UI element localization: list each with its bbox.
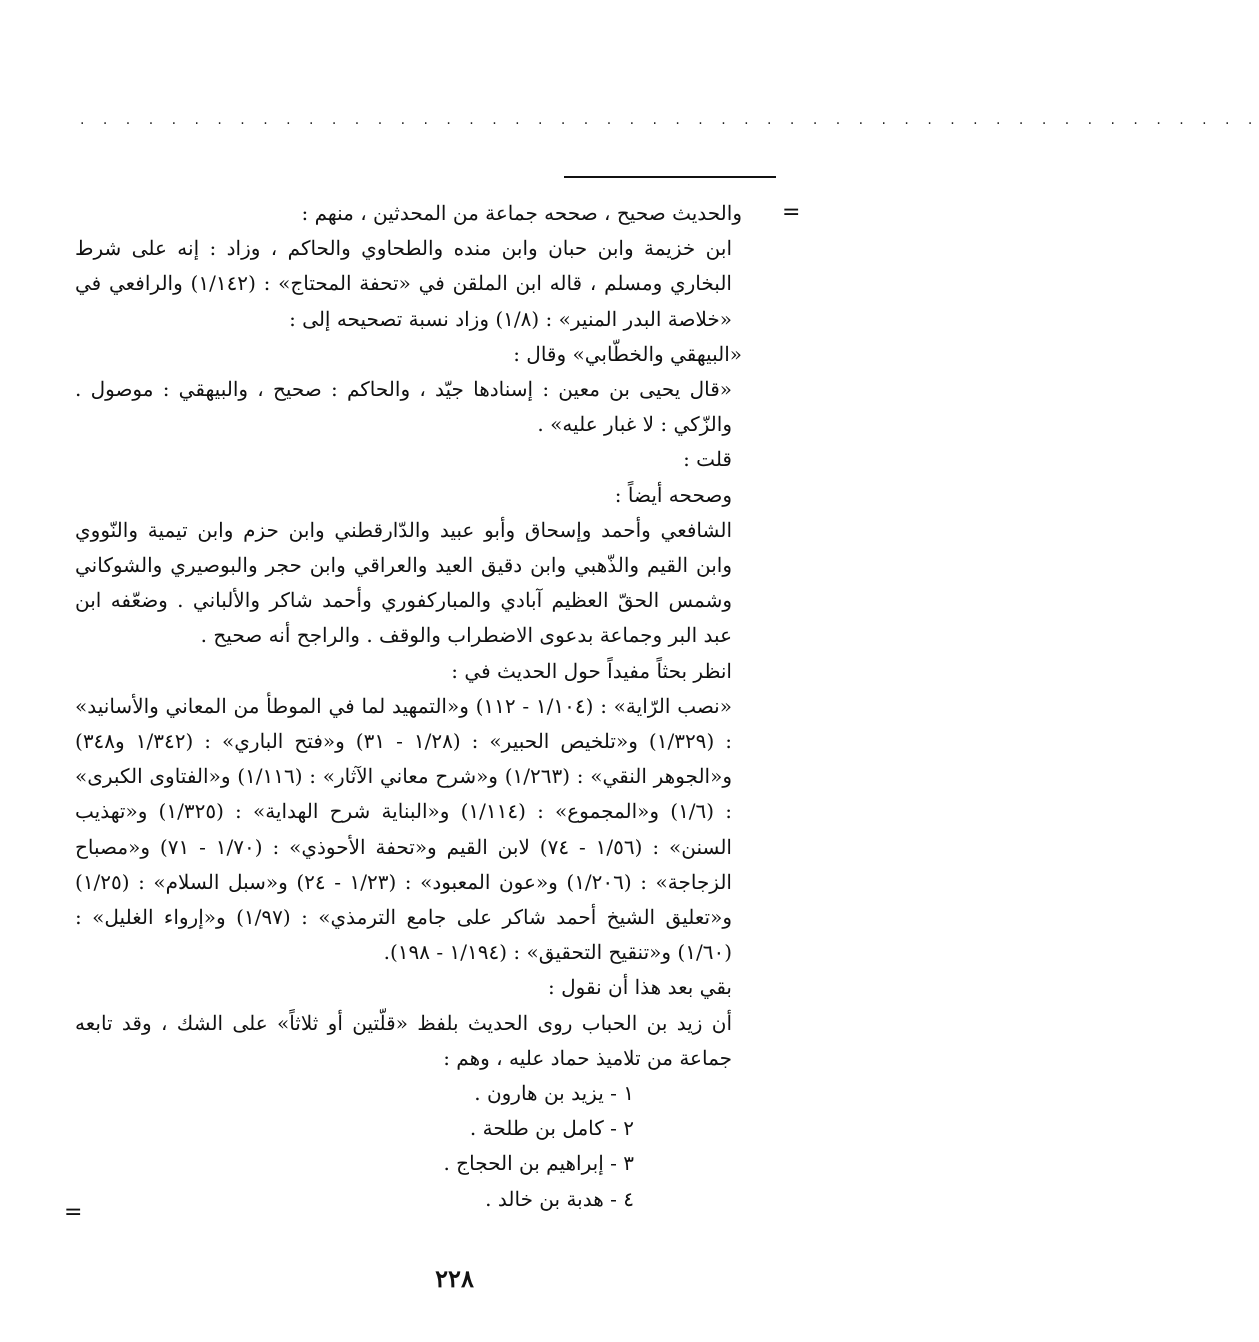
paragraph-authenticators: الشافعي وأحمد وإسحاق وأبو عبيد والدّارقطني وابن حزم وابن تيمية والنّووي وابن القيم والذّهبي وابن دقيق العيد والعراقي وابن حجر والبوصيري والشوكاني وشمس الحقّ العظيم آبادي والمباركفوري وأحمد شاكر والألباني . وضعّفه ابن عبد البر وجماعة بدعوى الاضطراب والوقف . والراجح أنه صحيح . xyxy=(75,517,732,648)
paragraph-also-authenticated: وصححه أيضاً : xyxy=(614,482,732,507)
paragraph-intro: والحديث صحيح ، صححه جماعة من المحدثين ، منهم : xyxy=(301,201,742,225)
paragraph-scholars-list: ابن خزيمة وابن حبان وابن منده والطحاوي والحاكم ، وزاد : إنه على شرط البخاري ومسلم ، قاله ابن الملقن في «تحفة المحتاج» : (١/١٤٢) والرافعي في «خلاصة البدر المنير» : (١/٨) وزاد نسبة تصحيحه إلى : xyxy=(75,236,732,331)
paragraph-qultu: قلت : xyxy=(683,447,732,472)
list-item: ٤ - هدبة بن خالد . xyxy=(485,1186,634,1211)
list-item: ١ - يزيد بن هارون . xyxy=(474,1081,634,1106)
paragraph-remaining: بقي بعد هذا أن نقول : xyxy=(548,975,732,1000)
continuation-mark-top: = xyxy=(782,200,801,225)
footnote-rule xyxy=(564,176,776,178)
paragraph-see-research: انظر بحثاً مفيداً حول الحديث في : xyxy=(451,658,732,683)
continuation-mark-bottom: = xyxy=(64,1200,83,1225)
footnote-body xyxy=(75,196,784,1217)
paragraph-bayhaqi: «البيهقي والخطّابي» وقال : xyxy=(513,341,742,366)
paragraph-quote: «قال يحيى بن معين : إسنادها جيّد ، والحاكم : صحيح ، والبيهقي : موصول . والزّكي : لا غبار عليه» . xyxy=(75,377,732,437)
page-number: ٢٢٨ xyxy=(435,1264,474,1293)
footnote-separator-dots: . . . . . . . . . . . . . . . . . . . . . . . . . . . . . . . . . . . . . . . . . . . . . . . . . . . . xyxy=(80,112,1259,128)
paragraph-zayd: أن زيد بن الحباب روى الحديث بلفظ «قلّتين أو ثلاثاً» على الشك ، وقد تابعه جماعة من تلاميذ حماد عليه ، وهم : xyxy=(75,1010,732,1070)
list-item: ٣ - إبراهيم بن الحجاج . xyxy=(443,1151,634,1176)
list-item: ٢ - كامل بن طلحة . xyxy=(469,1116,634,1141)
paragraph-references: «نصب الرّاية» : (١/١٠٤ - ١١٢) و«التمهيد لما في الموطأ من المعاني والأسانيد» : (١/٣٢٩) و«تلخيص الحبير» : (١/٢٨ - ٣١) و«فتح الباري» : (١/٣٤٢ و٣٤٨) و«الجوهر النقي» : (١/٢٦٣) و«شرح معاني الآثار» : (١/١١٦) و«الفتاوى الكبرى» : (١/٦) و«المجموع» : (١/١١٤) و«البناية شرح الهداية» : (١/٣٢٥) و«تهذيب السنن» : (١/٥٦ - ٧٤) لابن القيم و«تحفة الأحوذي» : (١/٧٠ - ٧١) و«مصباح الزجاجة» : (١/٢٠٦) و«عون المعبود» : (١/٢٣ - ٢٤) و«سبل السلام» : (١/٢٥) و«تعليق الشيخ أحمد شاكر على جامع الترمذي» : (١/٩٧) و«إرواء الغليل» : (١/٦٠) و«تنقيح التحقيق» : (١/١٩٤ - ١٩٨). xyxy=(75,693,733,965)
